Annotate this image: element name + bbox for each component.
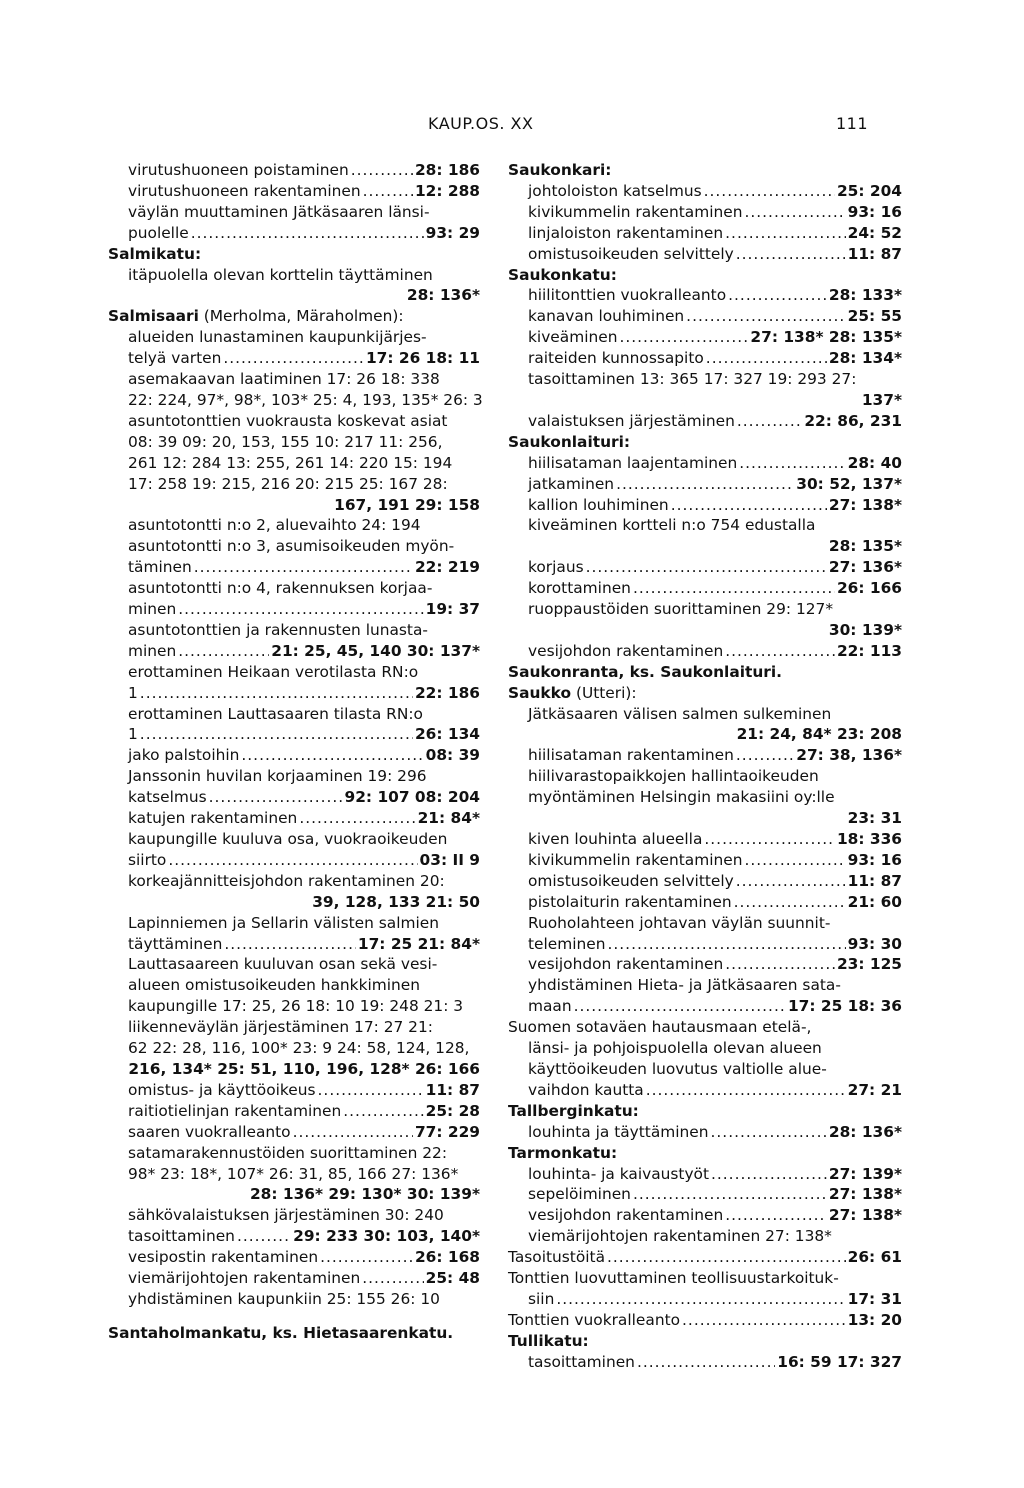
sub-entry xyxy=(508,954,902,975)
sub-entry xyxy=(508,495,902,516)
entry-text: raitiotielinjan rakentaminen xyxy=(128,1101,342,1120)
page-refs: 13: 20 xyxy=(847,1310,902,1329)
dot-leader xyxy=(293,1122,413,1143)
page-refs: 21: 25, 45, 140 30: 137* xyxy=(271,641,480,660)
sub-entry xyxy=(108,641,480,662)
dot-leader xyxy=(704,829,835,850)
page-refs: 21: 84* xyxy=(417,809,480,828)
entry-text: tasoittaminen xyxy=(128,1227,235,1246)
heading-text: Saukko xyxy=(508,683,572,702)
continuation-refs: 28: 135* xyxy=(828,537,902,556)
sub-entry: Lapinniemen ja Sellarin välisten salmien xyxy=(128,913,439,932)
heading-text: Salmikatu: xyxy=(108,244,202,263)
dot-leader xyxy=(619,327,748,348)
dot-leader xyxy=(736,244,846,265)
dot-leader xyxy=(178,599,423,620)
entry-text: linjaloiston rakentaminen xyxy=(528,223,724,242)
index-heading xyxy=(508,1143,902,1164)
sub-entry: Lauttasaareen kuuluvan osan sekä vesi- xyxy=(128,955,438,974)
continuation-refs: 21: 24, 84* 23: 208 xyxy=(736,725,902,744)
dot-leader xyxy=(363,181,413,202)
page-refs: 21: 60 xyxy=(847,892,902,911)
entry-text: valaistuksen järjestäminen xyxy=(528,411,735,430)
dot-leader xyxy=(209,787,343,808)
sub-entry: 261 12: 284 13: 255, 261 14: 220 15: 194 xyxy=(128,453,453,472)
continuation-refs: 39, 128, 133 21: 50 xyxy=(312,892,480,911)
index-heading xyxy=(108,306,480,327)
index-column-left xyxy=(108,160,483,1344)
main-entry xyxy=(508,1310,902,1331)
entry-text: hiilitonttien vuokralleanto xyxy=(528,286,727,305)
entry-text: virutushuoneen rakentaminen xyxy=(128,181,361,200)
dot-leader xyxy=(682,1310,846,1331)
sub-entry xyxy=(508,453,902,474)
sub-entry xyxy=(108,557,480,578)
page-refs: 25: 28 xyxy=(425,1101,480,1120)
sub-entry xyxy=(508,244,902,265)
dot-leader xyxy=(586,557,827,578)
sub-entry: asuntotonttien ja rakennusten lunasta- xyxy=(128,620,428,639)
sub-entry: tasoittaminen 13: 365 17: 327 19: 293 27: xyxy=(528,370,857,389)
entry-text: siirto xyxy=(128,850,167,869)
dot-leader xyxy=(224,934,356,955)
sub-entry xyxy=(508,411,902,432)
entry-text: Tonttien vuokralleanto xyxy=(508,1310,681,1329)
sub-entry xyxy=(508,202,902,223)
sub-entry: yhdistäminen kaupunkiin 25: 155 26: 10 xyxy=(128,1289,440,1308)
entry-text: korjaus xyxy=(528,558,584,577)
dot-leader xyxy=(739,453,845,474)
dot-leader xyxy=(237,1226,291,1247)
heading-text: Tullikatu: xyxy=(508,1331,589,1350)
index-heading xyxy=(508,160,902,181)
page-refs: 11: 87 xyxy=(425,1080,480,1099)
continuation-refs: 23: 31 xyxy=(847,809,902,828)
heading-text: Salmisaari xyxy=(108,307,199,326)
page-refs: 22: 113 xyxy=(836,641,902,660)
sub-entry: alueiden lunastaminen kaupunkijärjes- xyxy=(128,328,427,347)
page-refs: 27: 139* xyxy=(828,1164,902,1183)
sub-entry xyxy=(508,1080,902,1101)
dot-leader xyxy=(704,181,835,202)
page-refs: 16: 59 17: 327 xyxy=(777,1352,902,1371)
sub-entry xyxy=(108,808,480,829)
page-refs: 25: 204 xyxy=(836,181,902,200)
page-refs: 27: 138* xyxy=(828,495,902,514)
sub-entry: kaupungille 17: 25, 26 18: 10 19: 248 21: 3 xyxy=(128,997,464,1016)
sub-entry: korkeajännitteisjohdon rakentaminen 20: xyxy=(128,871,445,890)
page-refs: 18: 336 xyxy=(836,830,902,848)
page-refs: 17: 25 21: 84* xyxy=(357,934,480,953)
sub-entry xyxy=(108,850,480,871)
page-refs: 26: 61 xyxy=(847,1248,902,1267)
heading-text: Tarmonkatu: xyxy=(508,1143,618,1162)
entry-text: vaihdon kautta xyxy=(528,1080,644,1099)
entry-text: puolelle xyxy=(128,223,189,242)
sub-entry: 08: 39 09: 20, 153, 155 10: 217 11: 256, xyxy=(128,432,443,451)
index-heading xyxy=(508,1331,902,1352)
sub-entry xyxy=(508,306,902,327)
heading-text: Saukonlaituri: xyxy=(508,432,631,451)
sub-entry: satamarakennustöiden suorittaminen 22: xyxy=(128,1143,448,1162)
sub-entry xyxy=(108,1226,480,1247)
dot-leader xyxy=(711,1164,827,1185)
dot-leader xyxy=(671,495,827,516)
page-refs: 25: 55 xyxy=(847,307,902,326)
index-heading xyxy=(108,1323,480,1344)
entry-text: louhinta ja täyttäminen xyxy=(528,1122,709,1141)
sub-entry xyxy=(108,745,480,766)
sub-entry xyxy=(508,578,902,599)
entry-text: minen xyxy=(128,641,177,660)
dot-leader xyxy=(686,306,845,327)
continuation-refs: 28: 136* 29: 130* 30: 139* xyxy=(249,1185,480,1204)
entry-text: raiteiden kunnossapito xyxy=(528,349,704,368)
dot-leader xyxy=(646,1080,846,1101)
dot-leader xyxy=(728,285,827,306)
entry-text: 1 xyxy=(128,725,138,744)
sub-entry: länsi- ja pohjoispuolella olevan alueen xyxy=(528,1039,822,1058)
index-heading xyxy=(508,265,902,286)
page-refs: 92: 107 08: 204 xyxy=(344,788,480,807)
entry-text: täyttäminen xyxy=(128,934,223,953)
page-refs: 30: 52, 137* xyxy=(796,474,902,493)
dot-leader xyxy=(725,954,835,975)
entry-text: maan xyxy=(528,997,572,1016)
heading-text: Saukonranta, ks. Saukonlaituri. xyxy=(508,662,783,681)
continuation-refs: 30: 139* xyxy=(828,620,902,639)
dot-leader xyxy=(194,557,413,578)
sub-entry: ruoppaustöiden suorittaminen 29: 127* xyxy=(528,600,834,619)
dot-leader xyxy=(241,745,423,766)
entry-text: omistus- ja käyttöoikeus xyxy=(128,1080,316,1099)
page-refs: 11: 87 xyxy=(847,244,902,263)
sub-entry xyxy=(108,181,480,202)
sub-entry: itäpuolella olevan korttelin täyttäminen xyxy=(128,265,433,284)
page-refs: 08: 39 xyxy=(425,746,480,765)
sub-entry xyxy=(508,1205,902,1226)
page-refs: 28: 134* xyxy=(828,349,902,368)
page-number: 111 xyxy=(836,114,869,133)
entry-text: tasoittaminen xyxy=(528,1352,635,1371)
dot-leader xyxy=(616,474,794,495)
entry-text: omistusoikeuden selvittely xyxy=(528,871,734,890)
page-refs: 17: 31 xyxy=(847,1289,902,1308)
index-heading xyxy=(508,662,902,683)
sub-entry xyxy=(508,892,902,913)
dot-leader xyxy=(725,223,845,244)
page-refs: 27: 136* xyxy=(828,558,902,577)
dot-leader xyxy=(633,1184,827,1205)
dot-leader xyxy=(168,850,417,871)
entry-text: hiilisataman rakentaminen xyxy=(528,746,734,765)
page-refs: 12: 288 xyxy=(414,181,480,200)
sub-entry xyxy=(508,348,902,369)
sub-entry: yhdistäminen Hieta- ja Jätkäsaaren sata- xyxy=(528,976,841,995)
index-heading xyxy=(508,432,902,453)
dot-leader xyxy=(725,1205,827,1226)
dot-leader xyxy=(633,578,835,599)
entry-text: kallion louhiminen xyxy=(528,495,669,514)
entry-text: johtoloiston katselmus xyxy=(528,181,702,200)
sub-entry xyxy=(508,934,902,955)
sub-entry: myöntäminen Helsingin makasiini oy:lle xyxy=(528,788,835,807)
page-refs: 17: 26 18: 11 xyxy=(365,349,480,368)
entry-text: korottaminen xyxy=(528,579,631,598)
main-entry: Tonttien luovuttaminen teollisuustarkoituk- xyxy=(508,1269,839,1288)
index-column-right xyxy=(508,160,902,1373)
dot-leader xyxy=(744,202,845,223)
sub-entry xyxy=(108,1268,480,1289)
page-refs: 22: 86, 231 xyxy=(804,411,902,430)
sub-entry xyxy=(508,181,902,202)
heading-note: (Merholma, Märaholmen): xyxy=(198,307,404,326)
entry-text: kivikummelin rakentaminen xyxy=(528,850,743,869)
sub-entry: 62 22: 28, 116, 100* 23: 9 24: 58, 124, 128, xyxy=(128,1039,470,1058)
main-entry: Suomen sotaväen hautausmaan etelä-, xyxy=(508,1018,812,1037)
sub-entry xyxy=(108,348,480,369)
sub-entry xyxy=(508,1122,902,1143)
entry-text: vesijohdon rakentaminen xyxy=(528,955,724,974)
dot-leader xyxy=(140,724,413,745)
sub-entry xyxy=(508,996,902,1017)
page-refs: 77: 229 xyxy=(414,1122,480,1141)
page-refs: 26: 134 xyxy=(414,725,480,744)
entry-text: hiilisataman laajentaminen xyxy=(528,453,738,472)
sub-entry: asuntotonttien vuokrausta koskevat asiat xyxy=(128,411,448,430)
sub-entry xyxy=(508,829,902,850)
index-heading xyxy=(108,244,480,265)
entry-text: kanavan louhiminen xyxy=(528,307,685,326)
sub-entry xyxy=(508,285,902,306)
dot-leader xyxy=(711,1122,827,1143)
entry-text: omistusoikeuden selvittely xyxy=(528,244,734,263)
continuation-refs: 137* xyxy=(861,390,902,409)
entry-text: katselmus xyxy=(128,788,207,807)
dot-leader xyxy=(737,411,802,432)
sub-entry xyxy=(508,223,902,244)
entry-text: kiveäminen xyxy=(528,328,618,347)
page-refs: 27: 21 xyxy=(847,1080,902,1099)
dot-leader xyxy=(736,745,794,766)
entry-text: kiven louhinta alueella xyxy=(528,830,703,848)
heading-text: Santaholmankatu, ks. Hietasaarenkatu. xyxy=(108,1323,454,1342)
sub-entry: käyttöoikeuden luovutus valtiolle alue- xyxy=(528,1059,827,1078)
entry-text: vesijohdon rakentaminen xyxy=(528,1206,724,1225)
dot-leader xyxy=(191,223,424,244)
dot-leader xyxy=(320,1247,413,1268)
entry-text: vesipostin rakentaminen xyxy=(128,1248,319,1267)
sub-entry: alueen omistusoikeuden hankkiminen xyxy=(128,976,421,995)
entry-text: minen xyxy=(128,600,177,619)
sub-entry xyxy=(108,1122,480,1143)
dot-leader xyxy=(318,1080,424,1101)
page-refs: 93: 16 xyxy=(847,850,902,869)
entry-text: saaren vuokralleanto xyxy=(128,1122,291,1141)
page-refs: 28: 186 xyxy=(414,161,480,179)
sub-entry xyxy=(508,850,902,871)
page-refs: 28: 40 xyxy=(847,453,902,472)
index-heading xyxy=(508,683,902,704)
entry-text: virutushuoneen poistaminen xyxy=(128,161,349,179)
dot-leader xyxy=(736,871,846,892)
page-refs: 27: 138* xyxy=(828,1185,902,1204)
heading-note: (Utteri): xyxy=(571,683,637,702)
continuation-refs: 216, 134* 25: 51, 110, 196, 128* 26: 166 xyxy=(128,1059,480,1078)
dot-leader xyxy=(343,1101,423,1122)
entry-text: 1 xyxy=(128,683,138,702)
dot-leader xyxy=(608,934,846,955)
page-refs: 03: II 9 xyxy=(419,850,480,869)
page-refs: 28: 136* xyxy=(828,1122,902,1141)
sub-entry: Ruoholahteen johtavan väylän suunnit- xyxy=(528,913,831,932)
sub-entry: viemärijohtojen rakentaminen 27: 138* xyxy=(528,1227,832,1246)
sub-entry: asuntotontti n:o 2, aluevaihto 24: 194 xyxy=(128,516,421,535)
heading-text: Saukonkari: xyxy=(508,161,612,179)
sub-entry xyxy=(508,1184,902,1205)
entry-text: Tasoitustöitä xyxy=(508,1248,605,1267)
entry-text: täminen xyxy=(128,558,192,577)
sub-entry: liikenneväylän järjestäminen 17: 27 21: xyxy=(128,1018,433,1037)
sub-entry: sähkövalaistuksen järjestäminen 30: 240 xyxy=(128,1206,444,1225)
sub-entry xyxy=(508,871,902,892)
sub-entry xyxy=(508,1352,902,1373)
page-refs: 29: 233 30: 103, 140* xyxy=(293,1227,480,1246)
page-refs: 11: 87 xyxy=(847,871,902,890)
sub-entry xyxy=(108,1080,480,1101)
entry-text: telyä varten xyxy=(128,349,222,368)
dot-leader xyxy=(299,808,415,829)
page-refs: 23: 125 xyxy=(836,955,902,974)
sub-entry xyxy=(108,160,480,181)
dot-leader xyxy=(362,1268,423,1289)
sub-entry xyxy=(108,934,480,955)
sub-entry xyxy=(508,474,902,495)
dot-leader xyxy=(351,160,413,181)
sub-entry: kaupungille kuuluva osa, vuokraoikeuden xyxy=(128,830,448,848)
entry-text: sepelöiminen xyxy=(528,1185,631,1204)
sub-entry xyxy=(508,641,902,662)
page-refs: 24: 52 xyxy=(847,223,902,242)
sub-entry xyxy=(108,683,480,704)
entry-text: jako palstoihin xyxy=(128,746,240,765)
sub-entry: Jätkäsaaren välisen salmen sulkeminen xyxy=(528,704,832,723)
dot-leader xyxy=(607,1247,846,1268)
page-refs: 93: 16 xyxy=(847,202,902,221)
index-heading xyxy=(508,1101,902,1122)
page-refs: 26: 168 xyxy=(414,1248,480,1267)
heading-text: Saukonkatu: xyxy=(508,265,617,284)
page-refs: 27: 138* 28: 135* xyxy=(750,328,902,347)
page-refs: 28: 133* xyxy=(828,286,902,305)
sub-entry: 22: 224, 97*, 98*, 103* 25: 4, 193, 135* 26: 3 xyxy=(128,390,483,409)
sub-entry xyxy=(108,787,480,808)
continuation-refs: 167, 191 29: 158 xyxy=(334,495,480,514)
entry-text: pistolaiturin rakentaminen xyxy=(528,892,732,911)
page-refs: 22: 186 xyxy=(414,683,480,702)
main-entry xyxy=(508,1247,902,1268)
entry-text: vesijohdon rakentaminen xyxy=(528,641,724,660)
page-refs: 27: 38, 136* xyxy=(796,746,902,765)
sub-entry xyxy=(108,1247,480,1268)
page-refs: 19: 37 xyxy=(425,600,480,619)
dot-leader xyxy=(744,850,845,871)
page-refs: 25: 48 xyxy=(425,1269,480,1288)
page-refs: 93: 30 xyxy=(847,934,902,953)
sub-entry xyxy=(508,1289,902,1310)
sub-entry: asuntotontti n:o 4, rakennuksen korjaa- xyxy=(128,579,433,598)
sub-entry xyxy=(508,1164,902,1185)
entry-text: siin xyxy=(528,1289,555,1308)
dot-leader xyxy=(556,1289,845,1310)
page-refs: 17: 25 18: 36 xyxy=(787,997,902,1016)
sub-entry: 98* 23: 18*, 107* 26: 31, 85, 166 27: 136* xyxy=(128,1164,459,1183)
sub-entry: erottaminen Heikaan verotilasta RN:o xyxy=(128,662,419,681)
dot-leader xyxy=(574,996,786,1017)
entry-text: katujen rakentaminen xyxy=(128,809,298,828)
sub-entry xyxy=(508,745,902,766)
entry-text: kivikummelin rakentaminen xyxy=(528,202,743,221)
dot-leader xyxy=(637,1352,775,1373)
continuation-refs: 28: 136* xyxy=(406,286,480,305)
entry-text: louhinta- ja kaivaustyöt xyxy=(528,1164,709,1183)
sub-entry: kiveäminen kortteli n:o 754 edustalla xyxy=(528,516,816,535)
sub-entry: Janssonin huvilan korjaaminen 19: 296 xyxy=(128,767,427,786)
dot-leader xyxy=(140,683,413,704)
sub-entry: asemakaavan laatiminen 17: 26 18: 338 xyxy=(128,370,440,389)
page-refs: 27: 138* xyxy=(828,1206,902,1225)
entry-text: teleminen xyxy=(528,934,606,953)
heading-text: Tallberginkatu: xyxy=(508,1101,639,1120)
sub-entry xyxy=(508,557,902,578)
sub-entry: erottaminen Lauttasaaren tilasta RN:o xyxy=(128,704,423,723)
sub-entry: 17: 258 19: 215, 216 20: 215 25: 167 28: xyxy=(128,474,448,493)
sub-entry xyxy=(108,223,480,244)
sub-entry xyxy=(508,327,902,348)
sub-entry xyxy=(108,1101,480,1122)
sub-entry xyxy=(108,599,480,620)
dot-leader xyxy=(725,641,835,662)
page-refs: 22: 219 xyxy=(414,558,480,577)
page-refs: 26: 166 xyxy=(836,579,902,598)
dot-leader xyxy=(706,348,827,369)
sub-entry: asuntotontti n:o 3, asumisoikeuden myön- xyxy=(128,537,455,556)
running-head: KAUP.OS. XX xyxy=(428,114,534,133)
sub-entry: väylän muuttaminen Jätkäsaaren länsi- xyxy=(128,202,430,221)
page-refs: 93: 29 xyxy=(425,223,480,242)
entry-text: jatkaminen xyxy=(528,474,615,493)
dot-leader xyxy=(734,892,846,913)
dot-leader xyxy=(223,348,364,369)
dot-leader xyxy=(178,641,269,662)
sub-entry xyxy=(108,724,480,745)
entry-text: viemärijohtojen rakentaminen xyxy=(128,1269,361,1288)
sub-entry: hiilivarastopaikkojen hallintaoikeuden xyxy=(528,767,819,786)
